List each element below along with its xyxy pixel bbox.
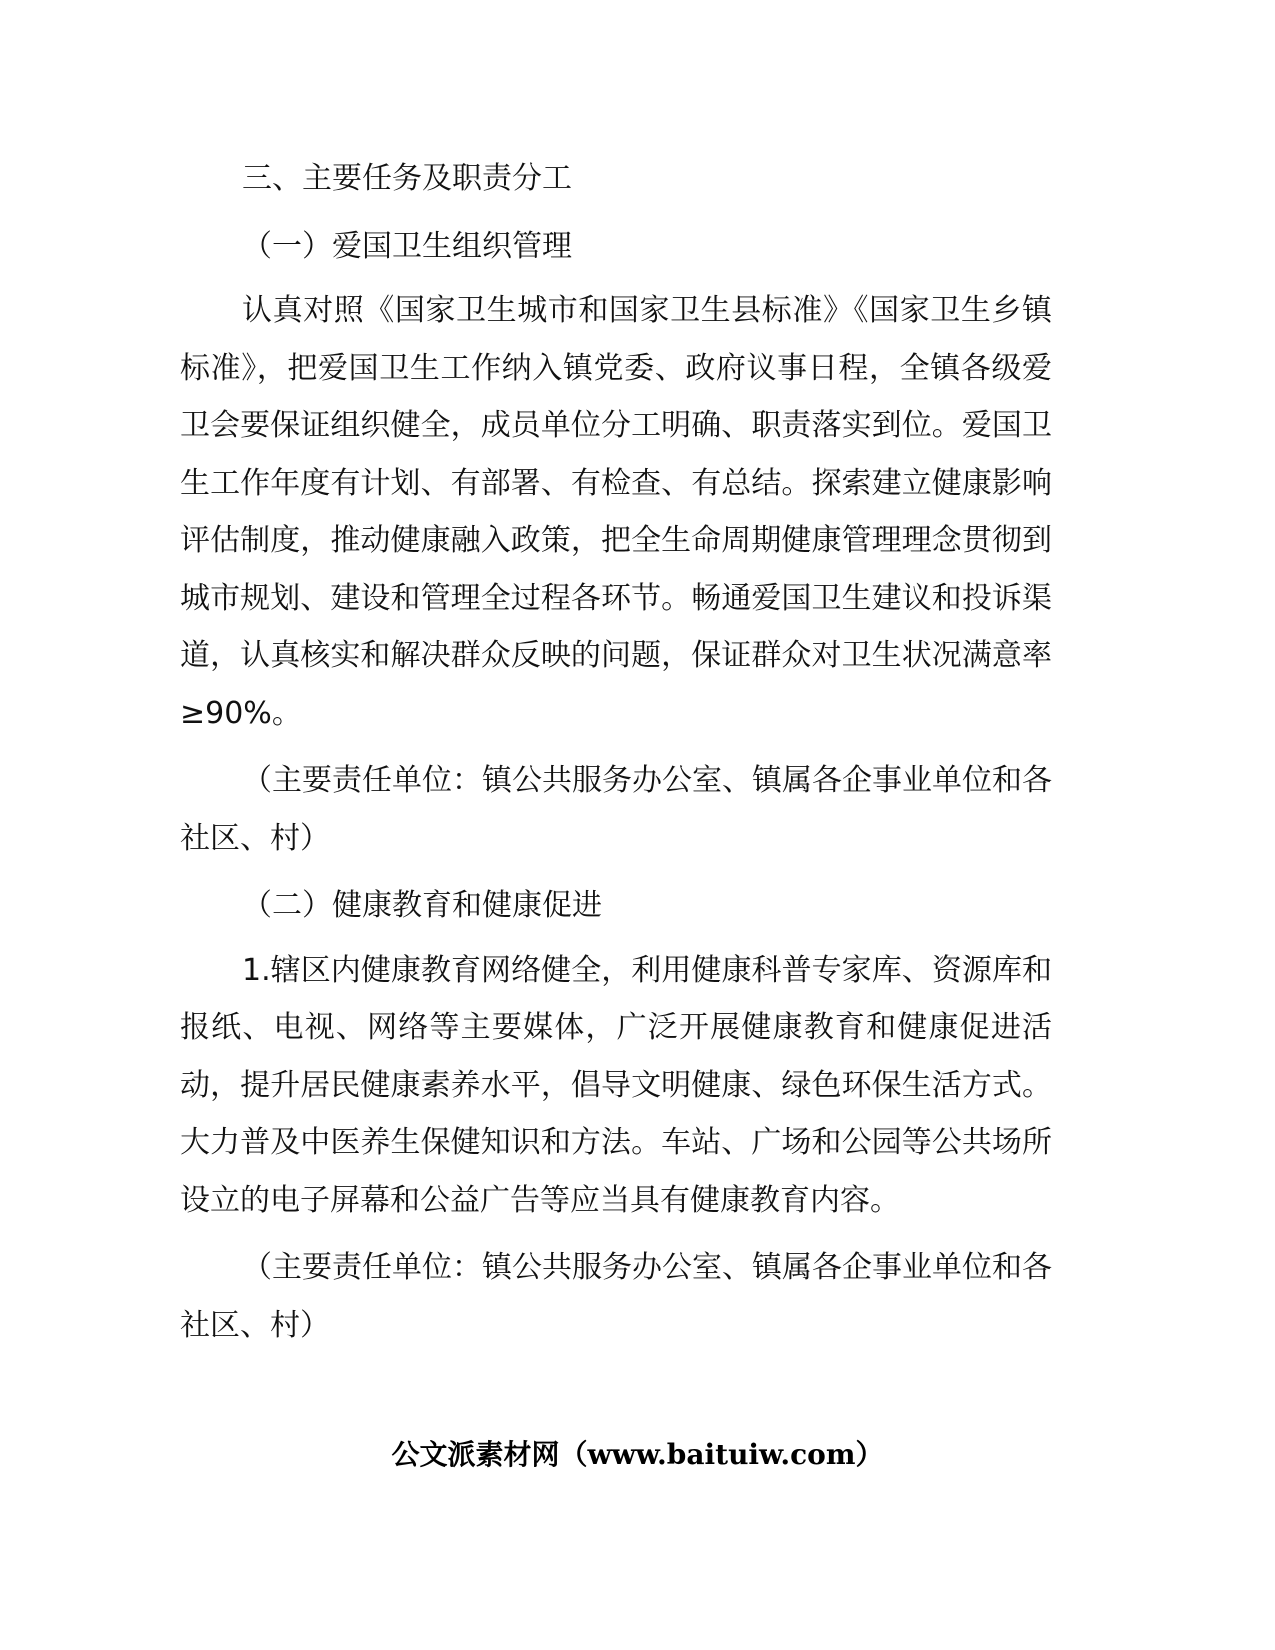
subsection-2-responsibility: （主要责任单位：镇公共服务办公室、镇属各企事业单位和各社区、村） (180, 1250, 1052, 1343)
subsection-2-paragraph: 1.辖区内健康教育网络健全，利用健康科普专家库、资源库和报纸、电视、网络等主要媒体，广泛开展健康教育和健康促进活动，提升居民健康素养水平，倡导文明健康、绿色环保生活方式。大力普及中医养生保健知识和方法。车站、广场和公园等公共场所设立的电子屏幕和公益广告等应当具有健康教育内容。 (180, 952, 1052, 1218)
document-body (180, 150, 1052, 1364)
subsection-1-paragraph: 认真对照《国家卫生城市和国家卫生县标准》《国家卫生乡镇标准》，把爱国卫生工作纳入镇党委、政府议事日程，全镇各级爱卫会要保证组织健全，成员单位分工明确、职责落实到位。爱国卫生工作年度有计划、有部署、有检查、有总结。探索建立健康影响评估制度，推动健康融入政策，把全生命周期健康管理理念贯彻到城市规划、建设和管理全过程各环节。畅通爱国卫生建议和投诉渠道，认真核实和解决群众反映的问题，保证群众对卫生状况满意率≥90%。 (180, 293, 1052, 731)
subsection-heading-2: （二）健康教育和健康促进 (242, 888, 602, 923)
section-heading: 三、主要任务及职责分工 (242, 161, 572, 196)
footer-watermark: 公文派素材网（www.baituiw.com） (391, 1438, 884, 1471)
subsection-1-responsibility: （主要责任单位：镇公共服务办公室、镇属各企事业单位和各社区、村） (180, 763, 1052, 856)
subsection-heading-1: （一）爱国卫生组织管理 (242, 228, 572, 264)
